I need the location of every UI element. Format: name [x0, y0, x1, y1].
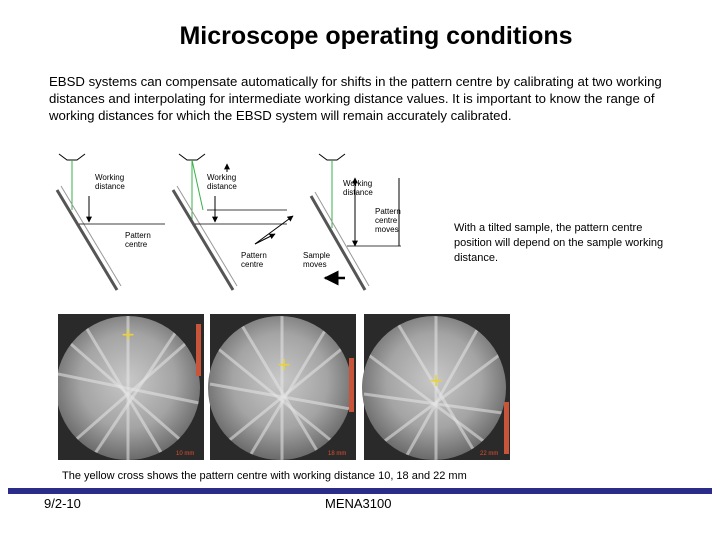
wd-tag: 10 mm — [176, 451, 195, 457]
working-distance-diagram — [55, 148, 455, 293]
pole-piece-icon — [319, 154, 345, 160]
footer-date: 9/2-10 — [44, 496, 81, 511]
wd-label: Working distance — [207, 173, 237, 191]
wd-label: Working distance — [95, 173, 125, 191]
ebsd-pattern-22mm — [354, 314, 514, 464]
ebsd-patterns — [58, 314, 518, 464]
wd-tag: 18 mm — [328, 451, 347, 457]
slide-title: Microscope operating conditions — [179, 22, 573, 50]
intro-paragraph: EBSD systems can compensate automatically for shifts in the pattern centre by calibrating at two working distances and interpolating for intermediate working distance values. It is important to know the range of working distances for which the EBSD system will remain accurately calibrated. — [49, 74, 662, 123]
wd-indicator-bar — [196, 324, 201, 376]
beam-line-shifted — [192, 160, 203, 210]
pc-arrow-2 — [255, 234, 275, 244]
sample-edge — [315, 192, 369, 286]
footer-course: MENA3100 — [325, 496, 392, 511]
diagram-panel-3 — [303, 154, 401, 290]
pc-label: Pattern centre — [125, 231, 151, 249]
figure-caption: The yellow cross shows the pattern centre with working distance 10, 18 and 22 mm — [62, 470, 467, 482]
wd-indicator-bar — [349, 358, 354, 412]
sample-moves-label: Sample moves — [303, 251, 331, 269]
diagram-panel-2 — [173, 154, 293, 290]
pattern-centre-cross: + — [121, 322, 135, 347]
ebsd-pattern-18mm — [200, 314, 360, 464]
wd-label: Working distance — [343, 179, 373, 197]
diagram-panel-1 — [57, 154, 165, 290]
footer-divider — [8, 488, 712, 494]
wd-indicator-bar — [504, 402, 509, 454]
pattern-centre-cross: + — [429, 368, 443, 393]
sample-stage — [173, 190, 233, 290]
pole-piece-icon — [179, 154, 205, 160]
ebsd-pattern-10mm — [58, 314, 208, 464]
pc-label: Pattern centre — [241, 251, 267, 269]
sample-stage — [57, 190, 117, 290]
pole-piece-icon — [59, 154, 85, 160]
sample-stage — [311, 196, 365, 290]
pc-moves-label: Pattern centre moves — [375, 207, 401, 234]
sample-edge — [177, 186, 237, 286]
pattern-centre-cross: + — [277, 352, 291, 377]
wd-tag: 22 mm — [480, 451, 499, 457]
sample-edge — [61, 186, 121, 286]
pc-arrow — [255, 216, 293, 244]
side-note: With a tilted sample, the pattern centre position will depend on the sample working distance. — [454, 222, 664, 264]
